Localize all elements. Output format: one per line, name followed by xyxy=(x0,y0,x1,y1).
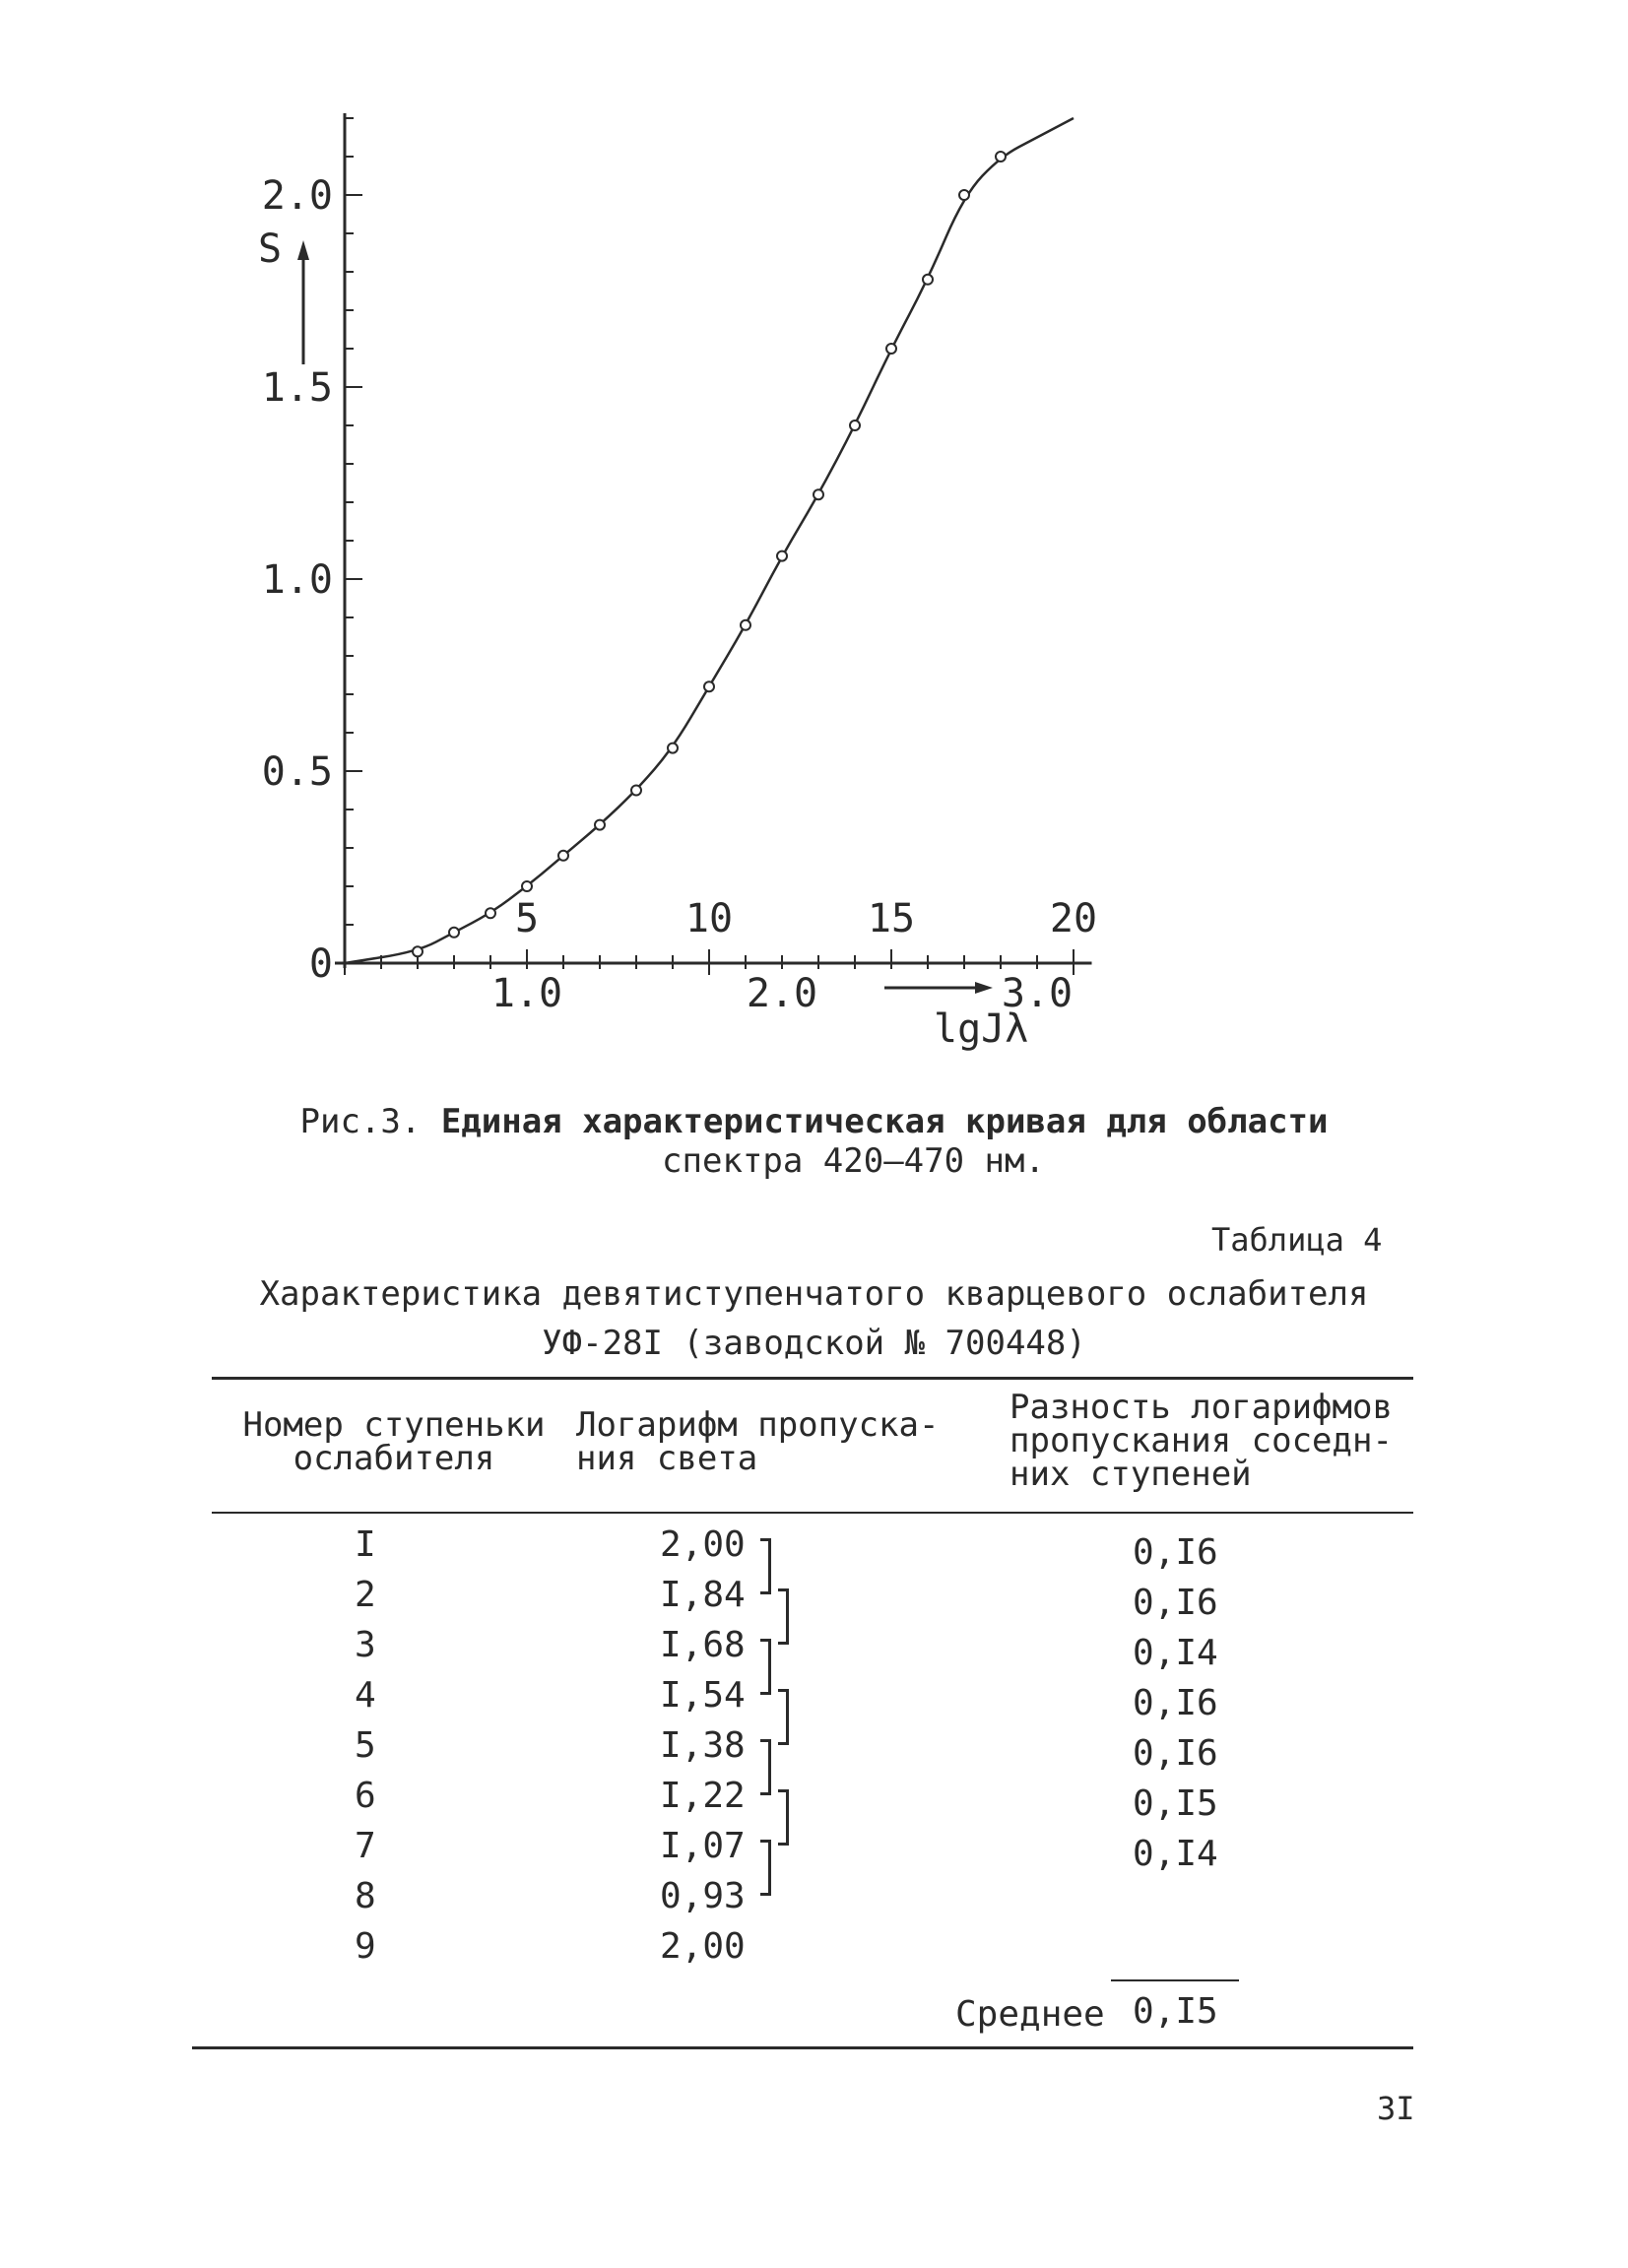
y-tick-label: 0.5 xyxy=(261,749,333,795)
chart-axes xyxy=(335,113,1092,968)
log-difference-cell: 0,I6 xyxy=(1133,1532,1218,1573)
pair-bracket xyxy=(760,1840,771,1896)
x-axis-arrow-head xyxy=(975,982,993,994)
log-transmission-cell: I,07 xyxy=(660,1826,746,1866)
x-axis-label: lgJλ xyxy=(934,1006,1029,1052)
step-number-cell: 5 xyxy=(355,1725,376,1766)
characteristic-curve xyxy=(345,118,1074,963)
pair-bracket xyxy=(760,1538,771,1594)
y-tick-label: 1.5 xyxy=(261,365,333,411)
caption-title: Единая характеристическая кривая для области xyxy=(440,1102,1329,1141)
mean-overline xyxy=(1111,1979,1239,1981)
x-tick-bottom-label: 3.0 xyxy=(1001,971,1074,1016)
log-difference-cell: 0,I4 xyxy=(1133,1633,1218,1673)
data-point xyxy=(741,620,750,630)
step-number-cell: 6 xyxy=(355,1776,376,1816)
caption-line-2: спектра 420–470 нм. xyxy=(662,1141,1045,1181)
log-transmission-cell: 2,00 xyxy=(660,1524,746,1565)
y-tick-label: 0 xyxy=(308,941,333,987)
log-transmission-cell: I,54 xyxy=(660,1675,746,1716)
marker-layer xyxy=(413,152,1006,956)
x-axis-ticks xyxy=(345,896,1097,1016)
pair-bracket xyxy=(778,1588,789,1645)
data-point xyxy=(923,275,933,285)
x-tick-top-label: 15 xyxy=(867,896,916,941)
log-transmission-cell: 0,93 xyxy=(660,1876,746,1916)
pair-bracket xyxy=(760,1739,771,1795)
data-point xyxy=(668,744,678,753)
data-point xyxy=(558,851,568,861)
figure-caption xyxy=(0,1103,1628,1140)
header-log-difference: Разность логарифмов пропускания соседн- них ступеней xyxy=(1009,1388,1393,1494)
log-transmission-cell: I,22 xyxy=(660,1776,746,1816)
header-step-number: Номер ступеньки ослабителя xyxy=(242,1405,546,1478)
log-difference-cell: 0,I6 xyxy=(1133,1733,1218,1774)
log-transmission-cell: 2,00 xyxy=(660,1926,746,1967)
table-title-line-2: УФ-28I (заводской № 700448) xyxy=(542,1324,1086,1363)
curve-layer xyxy=(345,118,1074,963)
log-difference-cell: 0,I4 xyxy=(1133,1834,1218,1874)
table-bottom-rule xyxy=(192,2046,1413,2049)
data-point xyxy=(886,344,896,354)
step-number-cell: 2 xyxy=(355,1575,376,1615)
mean-label: Среднее xyxy=(955,1994,1105,2035)
data-point xyxy=(486,908,495,918)
log-difference-cell: 0,I5 xyxy=(1133,1783,1218,1824)
page-number: 3I xyxy=(1377,2090,1415,2127)
x-tick-top-label: 5 xyxy=(514,896,540,941)
log-transmission-cell: I,84 xyxy=(660,1575,746,1615)
step-number-cell: 4 xyxy=(355,1675,376,1716)
table-header-rule xyxy=(212,1512,1413,1514)
data-point xyxy=(814,489,823,499)
data-point xyxy=(449,928,459,938)
table-title-line-1: Характеристика девятиступенчатого кварцевого ослабителя xyxy=(259,1274,1369,1314)
data-point xyxy=(522,881,532,891)
y-tick-label: 1.0 xyxy=(261,557,333,603)
pair-bracket xyxy=(760,1639,771,1695)
x-tick-top-label: 20 xyxy=(1049,896,1098,941)
log-transmission-cell: I,68 xyxy=(660,1625,746,1665)
step-number-cell: 9 xyxy=(355,1926,376,1967)
y-axis-arrow-head xyxy=(297,240,309,260)
pair-bracket xyxy=(778,1789,789,1846)
step-number-cell: 8 xyxy=(355,1876,376,1916)
y-tick-label: 2.0 xyxy=(261,173,333,219)
data-point xyxy=(996,152,1006,162)
x-tick-bottom-label: 2.0 xyxy=(746,971,818,1016)
data-point xyxy=(850,421,860,430)
data-point xyxy=(704,681,714,691)
step-number-cell: 3 xyxy=(355,1625,376,1665)
data-point xyxy=(631,786,641,796)
data-point xyxy=(595,820,605,830)
log-difference-cell: 0,I6 xyxy=(1133,1683,1218,1723)
step-number-cell: I xyxy=(355,1524,376,1565)
table-number: Таблица 4 xyxy=(1211,1221,1383,1259)
x-tick-top-label: 10 xyxy=(684,896,734,941)
mean-value: 0,I5 xyxy=(1133,1991,1218,2032)
header-log-transmission: Логарифм пропуска- ния света xyxy=(576,1405,940,1478)
pair-bracket xyxy=(778,1689,789,1745)
step-number-cell: 7 xyxy=(355,1826,376,1866)
y-axis-label: S xyxy=(258,227,283,272)
x-tick-bottom-label: 1.0 xyxy=(490,971,563,1016)
table-top-rule xyxy=(212,1377,1413,1380)
caption-label: Рис.3. xyxy=(299,1102,422,1141)
data-point xyxy=(777,551,787,561)
data-point xyxy=(959,190,969,200)
data-point xyxy=(413,946,423,956)
log-difference-cell: 0,I6 xyxy=(1133,1583,1218,1623)
log-transmission-cell: I,38 xyxy=(660,1725,746,1766)
